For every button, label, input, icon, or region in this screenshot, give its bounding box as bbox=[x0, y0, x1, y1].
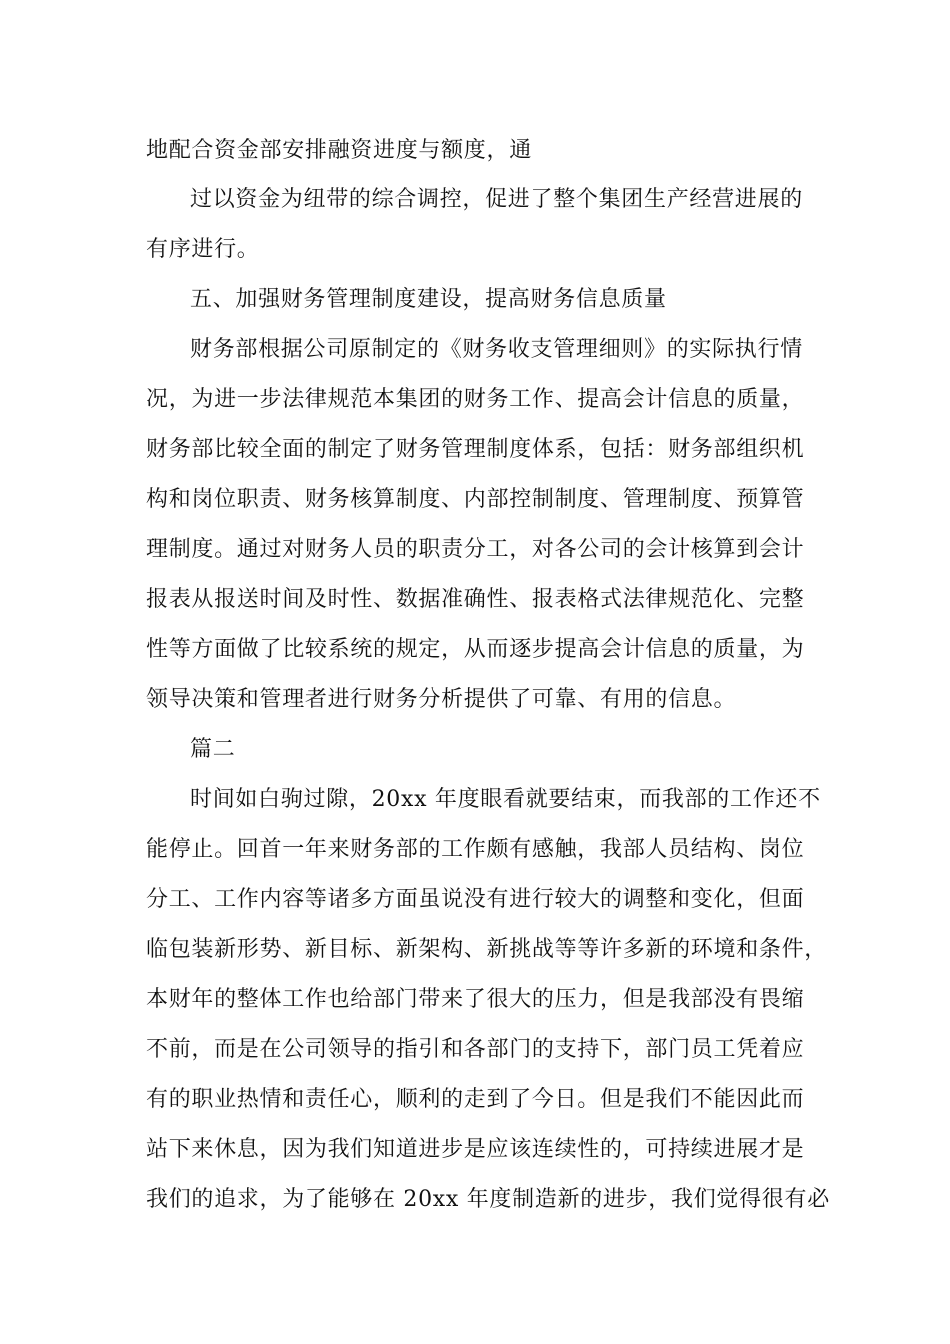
text-line: 有序进行。 bbox=[146, 237, 260, 262]
section-heading: 篇二 bbox=[190, 737, 236, 762]
text-line: 时间如白驹过隙，20xx 年度眼看就要结束，而我部的工作还不 bbox=[190, 787, 821, 812]
text-line: 不前，而是在公司领导的指引和各部门的支持下，部门员工凭着应 bbox=[146, 1037, 805, 1062]
text-line: 站下来休息，因为我们知道进步是应该连续性的，可持续进展才是 bbox=[146, 1137, 805, 1162]
text-line: 性等方面做了比较系统的规定，从而逐步提高会计信息的质量，为 bbox=[146, 637, 805, 662]
text-line: 报表从报送时间及时性、数据准确性、报表格式法律规范化、完整 bbox=[146, 587, 805, 612]
text-line: 我们的追求，为了能够在 20xx 年度制造新的进步，我们觉得很有必 bbox=[146, 1187, 830, 1212]
text-line: 分工、工作内容等诸多方面虽说没有进行较大的调整和变化，但面 bbox=[146, 887, 805, 912]
text-line: 过以资金为纽带的综合调控，促进了整个集团生产经营进展的 bbox=[190, 187, 803, 212]
text-line: 财务部根据公司原制定的《财务收支管理细则》的实际执行情 bbox=[190, 337, 803, 362]
text-line: 况，为进一步法律规范本集团的财务工作、提高会计信息的质量， bbox=[146, 387, 805, 412]
section-heading: 五、加强财务管理制度建设，提高财务信息质量 bbox=[190, 287, 667, 312]
text-line: 构和岗位职责、财务核算制度、内部控制制度、管理制度、预算管 bbox=[146, 487, 805, 512]
text-line: 领导决策和管理者进行财务分析提供了可靠、有用的信息。 bbox=[146, 687, 737, 712]
text-line: 本财年的整体工作也给部门带来了很大的压力，但是我部没有畏缩 bbox=[146, 987, 805, 1012]
text-line: 地配合资金部安排融资进度与额度，通 bbox=[146, 138, 532, 163]
text-line: 财务部比较全面的制定了财务管理制度体系，包括：财务部组织机 bbox=[146, 437, 805, 462]
text-line: 有的职业热情和责任心，顺利的走到了今日。但是我们不能因此而 bbox=[146, 1087, 805, 1112]
text-line: 临包装新形势、新目标、新架构、新挑战等等许多新的环境和条件， bbox=[146, 937, 828, 962]
text-line: 能停止。回首一年来财务部的工作颇有感触，我部人员结构、岗位 bbox=[146, 837, 805, 862]
text-line: 理制度。通过对财务人员的职责分工，对各公司的会计核算到会计 bbox=[146, 537, 805, 562]
